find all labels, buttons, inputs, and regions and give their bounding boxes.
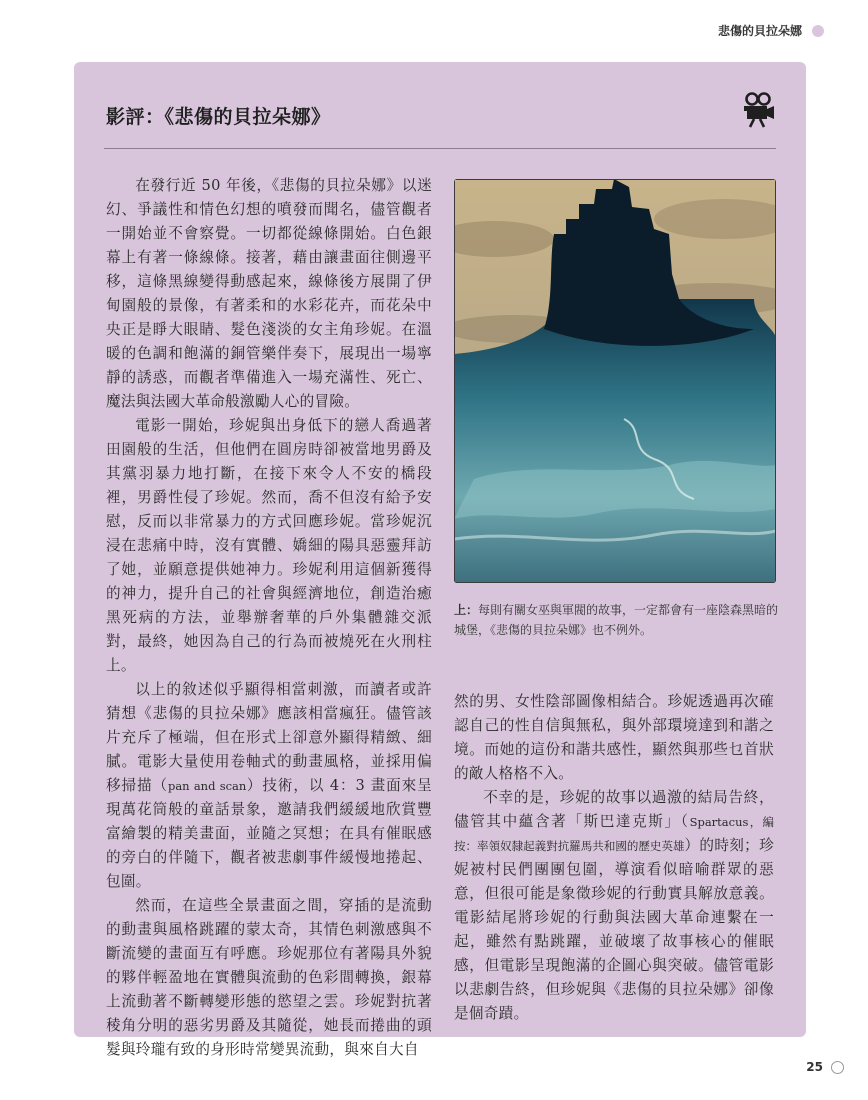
paragraph: 然的男、女性陰部圖像相結合。珍妮透過再次確認自己的性自信與無私，與外部環境達到和諧之境。而她的這份和諧共感性，顯然與那些乜首狀的敵人格格不入。	[454, 693, 774, 782]
right-column	[454, 690, 774, 1026]
paragraph-text: ）技術，以 4：3 畫面來呈現萬花筒般的童話景象，邀請我們緩緩地欣賞豐富繪製的精美畫面，並隨之冥想；在具有催眠感的旁白的伴隨下，觀者被悲劇事件緩慢地捲起、包圍。	[106, 777, 432, 890]
paragraph: 電影一開始，珍妮與出身低下的戀人喬過著田園般的生活，但他們在圓房時卻被當地男爵及其黨羽暴力地打斷，在接下來令人不安的橋段裡，男爵性侵了珍妮。然而，喬不但沒有給予安慰，反而以非常暴力的方式回應珍妮。當珍妮沉浸在悲痛中時，沒有實體、嬌細的陽具惡靈拜訪了她，並願意提供她神力。珍妮利用這個新獲得的神力，提升自己的社會與經濟地位，創造治癒黑死病的方法，並舉辦奢華的戶外集體雜交派對，最終，她因為自己的行為而被燒死在火刑柱上。	[106, 417, 432, 674]
page-number: 25	[806, 1060, 823, 1074]
paragraph: 在發行近 50 年後，《悲傷的貝拉朵娜》以迷幻、爭議性和情色幻想的噴發而聞名，儘管觀者一開始並不會察覺。一切都從線條開始。白色銀幕上有著一條線條。接著，藉由讓畫面往側邊平移，這條黑線變得動感起來，線條後方展開了伊甸園般的景像，有著柔和的水彩花卉，而花朵中央正是睜大眼睛、髮色淺淡的女主角珍妮。在溫暖的色調和飽滿的銅管樂伴奏下，展現出一場寧靜的誘惑，而觀者準備進入一場充滿性、死亡、魔法與法國大革命般激勵人心的冒險。	[106, 177, 432, 410]
paragraph-text: 不幸的是，珍妮的故事以過激的結局告終，儘管其中蘊含著「斯巴達克斯」（	[454, 789, 774, 830]
caption-label: 上：	[454, 603, 479, 617]
castle-illustration	[454, 179, 776, 583]
page-ring	[831, 1061, 844, 1074]
paragraph	[106, 678, 432, 894]
caption-text: 每則有關女巫與軍閥的故事，一定都會有一座陰森黑暗的城堡，《悲傷的貝拉朵娜》也不例外。	[454, 603, 779, 637]
panel-title: 影評：《悲傷的貝拉朵娜》	[106, 106, 331, 128]
page-footer	[806, 1060, 844, 1074]
paragraph-text: 以上的敘述似乎顯得相當刺激，而讀者或許猜想《悲傷的貝拉朵娜》應該相當瘋狂。儘管該片充斥了極端，但在形式上卻意外顯得精緻、細膩。電影大量使用卷軸式的動畫風格，並採用偏移掃描（	[106, 681, 432, 794]
running-head-dot	[812, 25, 824, 37]
running-head	[718, 22, 824, 39]
editor-note: Spartacus，編按：率領奴隸起義對抗羅馬共和國的歷史英雄	[454, 815, 774, 853]
paragraph: 然而，在這些全景畫面之間，穿插的是流動的動畫與風格跳躍的蒙太奇，其情色刺激感與不斷流變的畫面互有呼應。珍妮那位有著陽具外貌的夥伴輕盈地在實體與流動的色彩間轉換，銀幕上流動著不斷轉變形態的慾望之雲。珍妮對抗著稜角分明的惡劣男爵及其隨從，她長而捲曲的頭髮與玲瓏有致的身形時常變異流動，與來自大自	[106, 897, 432, 1058]
paragraph-text: ）的時刻；珍妮被村民們團團包圍，導演看似暗喻群眾的惡意，但很可能是象徵珍妮的行動實具解放意義。電影結尾將珍妮的行動與法國大革命連繫在一起，雖然有點跳躍，並破壞了故事核心的催眠感，但電影呈現飽滿的企圖心與突破。儘管電影以悲劇告終，但珍妮與《悲傷的貝拉朵娜》卻像是個奇蹟。	[454, 837, 774, 1022]
movie-camera-icon	[742, 92, 776, 128]
technique-term: pan and scan	[167, 779, 247, 793]
left-column	[106, 174, 432, 1062]
review-panel	[74, 62, 806, 1058]
running-head-title: 悲傷的貝拉朵娜	[717, 24, 802, 38]
title-divider	[104, 148, 776, 149]
paragraph	[454, 786, 774, 1026]
image-caption	[454, 600, 780, 640]
